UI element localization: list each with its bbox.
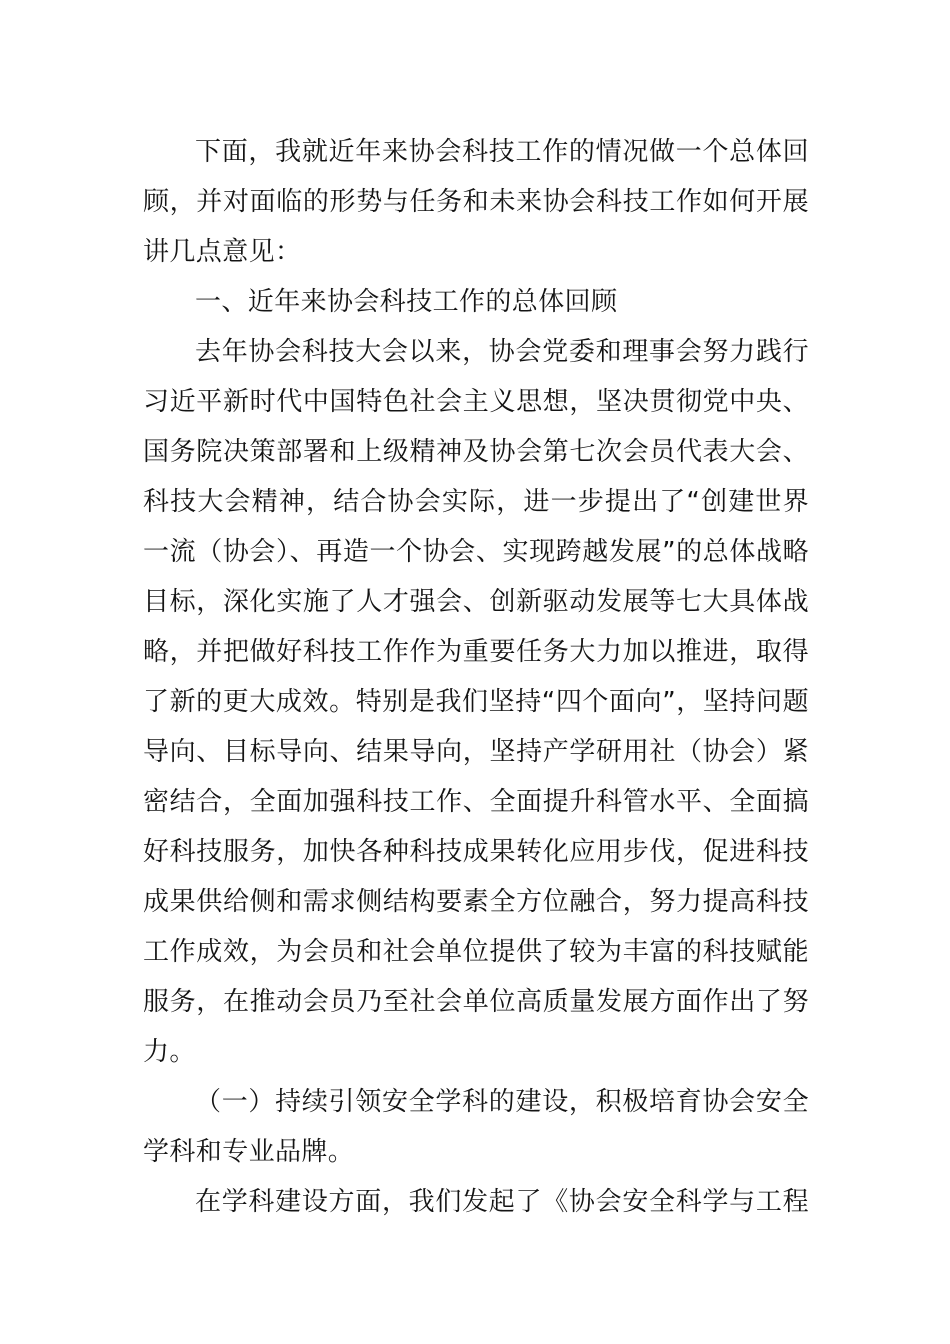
discipline-paragraph: 在学科建设方面，我们发起了《协会安全科学与工程 (195, 1187, 809, 1217)
review-paragraph: 去年协会科技大会以来，协会党委和理事会努力践行习近平新时代中国特色社会主义思想，坚决贯彻党中央、国务院决策部署和上级精神及协会第七次会员代表大会、科技大会精神，结合协会实际，进一步提出了“创建世界一流（协会）、再造一个协会、实现跨越发展”的总体战略目标，深化实施了人才强会、创新驱动发展等七大具体战略，并把做好科技工作作为重要任务大力加以推进，取得了新的更大成效。特别是我们坚持“四个面向”，坚持问题导向、目标导向、结果导向，坚持产学研用社（协会）紧密结合，全面加强科技工作、全面提升科管水平、全面搞好科技服务，加快各种科技成果转化应用步伐，促进科技成果供给侧和需求侧结构要素全方位融合，努力提高科技工作成效，为会员和社会单位提供了较为丰富的科技赋能服务，在推动会员乃至社会单位高质量发展方面作出了努力。 (143, 337, 809, 1067)
intro-paragraph: 下面，我就近年来协会科技工作的情况做一个总体回顾，并对面临的形势与任务和未来协会科技工作如何开展讲几点意见： (143, 137, 809, 267)
document-body (143, 127, 809, 1227)
subsection-heading-1: （一）持续引领安全学科的建设，积极培育协会安全学科和专业品牌。 (143, 1087, 809, 1167)
section-heading-1: 一、近年来协会科技工作的总体回顾 (195, 287, 618, 317)
